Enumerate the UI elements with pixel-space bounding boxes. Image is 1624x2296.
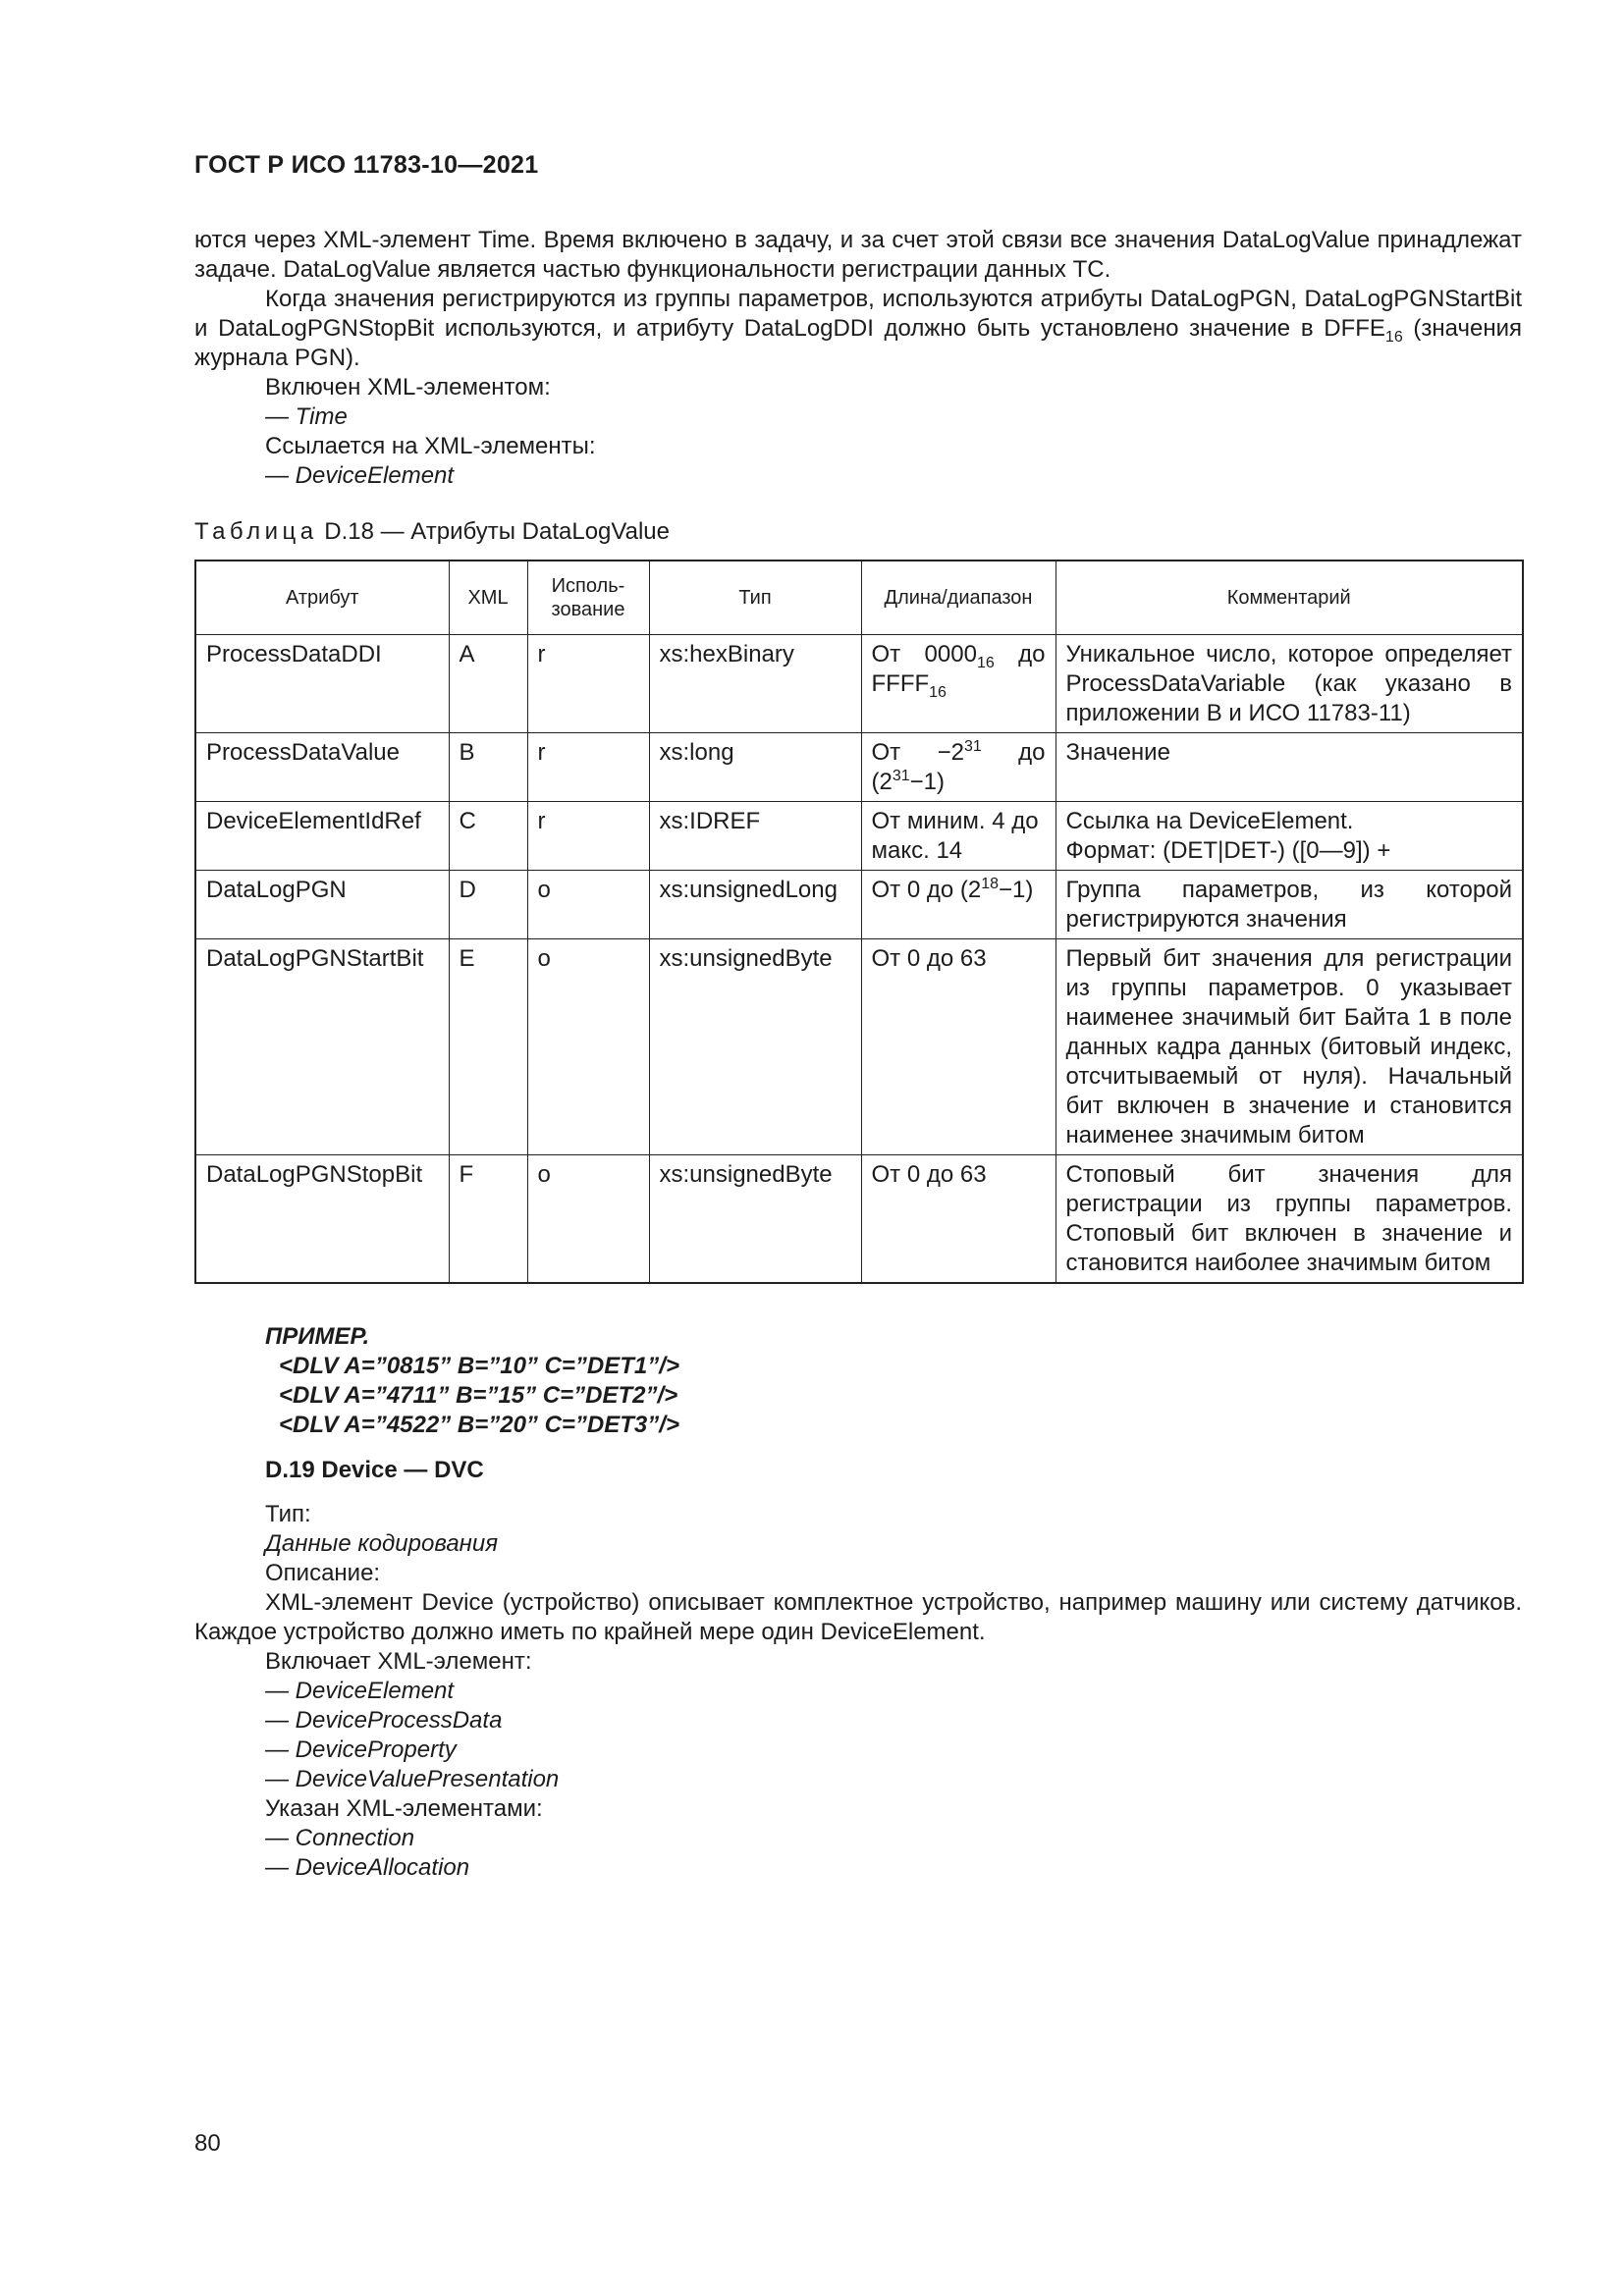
- table-caption: Таблица D.18 — Атрибуты DataLogValue: [194, 518, 671, 545]
- cell-xml: D: [449, 871, 527, 939]
- cell-usage: o: [527, 939, 649, 1155]
- section-description: [194, 1500, 1522, 1883]
- example-code-line: <DLV A=”4711” B=”15” C=”DET2”/>: [279, 1382, 678, 1409]
- references-item: — DeviceElement: [265, 462, 455, 489]
- example-block: [265, 1322, 679, 1440]
- cell-xml: C: [449, 802, 527, 871]
- includes-item: — DeviceElement: [265, 1678, 455, 1704]
- table-row: [195, 733, 1523, 802]
- type-label: Тип:: [265, 1501, 311, 1527]
- includes-item: — DeviceProcessData: [265, 1707, 503, 1734]
- cell-attribute: DataLogPGN: [195, 871, 449, 939]
- header-cell: Комментарий: [1056, 561, 1523, 635]
- intro-text: [194, 226, 1522, 491]
- cell-attribute: ProcessDataDDI: [195, 635, 449, 733]
- referenced-label: Указан XML-элементами:: [265, 1795, 543, 1822]
- cell-xml: E: [449, 939, 527, 1155]
- example-code-line: <DLV A=”0815” B=”10” C=”DET1”/>: [279, 1353, 679, 1379]
- header-cell: Исполь-зование: [527, 561, 649, 635]
- cell-attribute: ProcessDataValue: [195, 733, 449, 802]
- includes-label: Включает XML-элемент:: [265, 1648, 532, 1675]
- example-code-line: <DLV A=”4522” B=”20” C=”DET3”/>: [279, 1412, 679, 1438]
- description-label: Описание:: [265, 1560, 381, 1586]
- cell-usage: o: [527, 1155, 649, 1284]
- header-cell: Атрибут: [195, 561, 449, 635]
- referenced-item: — Connection: [265, 1825, 415, 1851]
- cell-usage: r: [527, 802, 649, 871]
- header-cell: Тип: [649, 561, 861, 635]
- included-by-label: Включен XML-элементом:: [265, 374, 551, 400]
- includes-item: — DeviceValuePresentation: [265, 1766, 560, 1792]
- cell-attribute: DataLogPGNStopBit: [195, 1155, 449, 1284]
- page-number: 80: [194, 2130, 221, 2157]
- cell-range: От миним. 4 до макс. 14: [861, 802, 1056, 871]
- cell-range: От $0000_{16}$ до $FFFF_{16}$: [861, 635, 1056, 733]
- intro-paragraph-2: Когда значения регистрируются из группы параметров, используются атрибуты DataLogPGN, DataLogPGNStartBit и DataLogPGNStopBit используются, и атрибуту DataLogDDI должно быть установлено значение в $DFFE_{16}$ (значения журнала PGN).: [194, 286, 1522, 371]
- cell-type: xs:long: [649, 733, 861, 802]
- type-value: Данные кодирования: [265, 1530, 499, 1557]
- cell-usage: r: [527, 733, 649, 802]
- cell-type: xs:IDREF: [649, 802, 861, 871]
- header-cell: XML: [449, 561, 527, 635]
- table-row: [195, 802, 1523, 871]
- cell-usage: r: [527, 635, 649, 733]
- cell-comment: Уникальное число, которое определяет ProcessDataVariable (как указано в приложении B и ИСО 11783-11): [1056, 635, 1523, 733]
- cell-comment: Значение: [1056, 733, 1523, 802]
- section-heading: D.19 Device — DVC: [265, 1457, 484, 1483]
- cell-comment: Первый бит значения для регистрации из группы параметров. 0 указывает наименее значимый бит Байта 1 в поле данных кадра данных (битовый индекс, отсчитываемый от нуля). Начальный бит включен в значение и становится наименее значимым битом: [1056, 939, 1523, 1155]
- intro-paragraph-1: ются через XML-элемент Time. Время включено в задачу, и за счет этой связи все значения DataLogValue принадлежат задаче. DataLogValue является частью функциональности регистрации данных ТС.: [194, 227, 1522, 283]
- cell-range: От 0 до 63: [861, 939, 1056, 1155]
- header-cell: Длина/диапазон: [861, 561, 1056, 635]
- cell-type: xs:unsignedByte: [649, 1155, 861, 1284]
- table-row: [195, 939, 1523, 1155]
- description-text: XML-элемент Device (устройство) описывает комплектное устройство, например машину или систему датчиков. Каждое устройство должно иметь по крайней мере один DeviceElement.: [194, 1589, 1522, 1645]
- document-header: ГОСТ Р ИСО 11783-10—2021: [194, 151, 539, 179]
- cell-type: xs:hexBinary: [649, 635, 861, 733]
- referenced-item: — DeviceAllocation: [265, 1854, 470, 1881]
- cell-attribute: DataLogPGNStartBit: [195, 939, 449, 1155]
- cell-type: xs:unsignedByte: [649, 939, 861, 1155]
- cell-range: От 0 до $(2^{18}-1)$: [861, 871, 1056, 939]
- cell-type: xs:unsignedLong: [649, 871, 861, 939]
- cell-range: От 0 до 63: [861, 1155, 1056, 1284]
- references-label: Ссылается на XML-элементы:: [265, 433, 596, 459]
- included-by-item: — Time: [265, 403, 348, 430]
- table-header-row: [195, 561, 1523, 635]
- attributes-table: [194, 560, 1524, 1284]
- table-row: [195, 1155, 1523, 1284]
- cell-xml: A: [449, 635, 527, 733]
- table-row: [195, 871, 1523, 939]
- includes-item: — DeviceProperty: [265, 1736, 457, 1763]
- cell-comment: Ссылка на DeviceElement. Формат: (DET|DET-) ([0—9]) +: [1056, 802, 1523, 871]
- cell-xml: F: [449, 1155, 527, 1284]
- cell-comment: Группа параметров, из которой регистрируются значения: [1056, 871, 1523, 939]
- table-row: [195, 635, 1523, 733]
- cell-attribute: DeviceElementIdRef: [195, 802, 449, 871]
- cell-range: От $-2^{31}$ до $(2^{31}-1)$: [861, 733, 1056, 802]
- cell-xml: B: [449, 733, 527, 802]
- example-label: ПРИМЕР.: [265, 1323, 370, 1350]
- cell-comment: Стоповый бит значения для регистрации из группы параметров. Стоповый бит включен в значение и становится наиболее значимым битом: [1056, 1155, 1523, 1284]
- cell-usage: o: [527, 871, 649, 939]
